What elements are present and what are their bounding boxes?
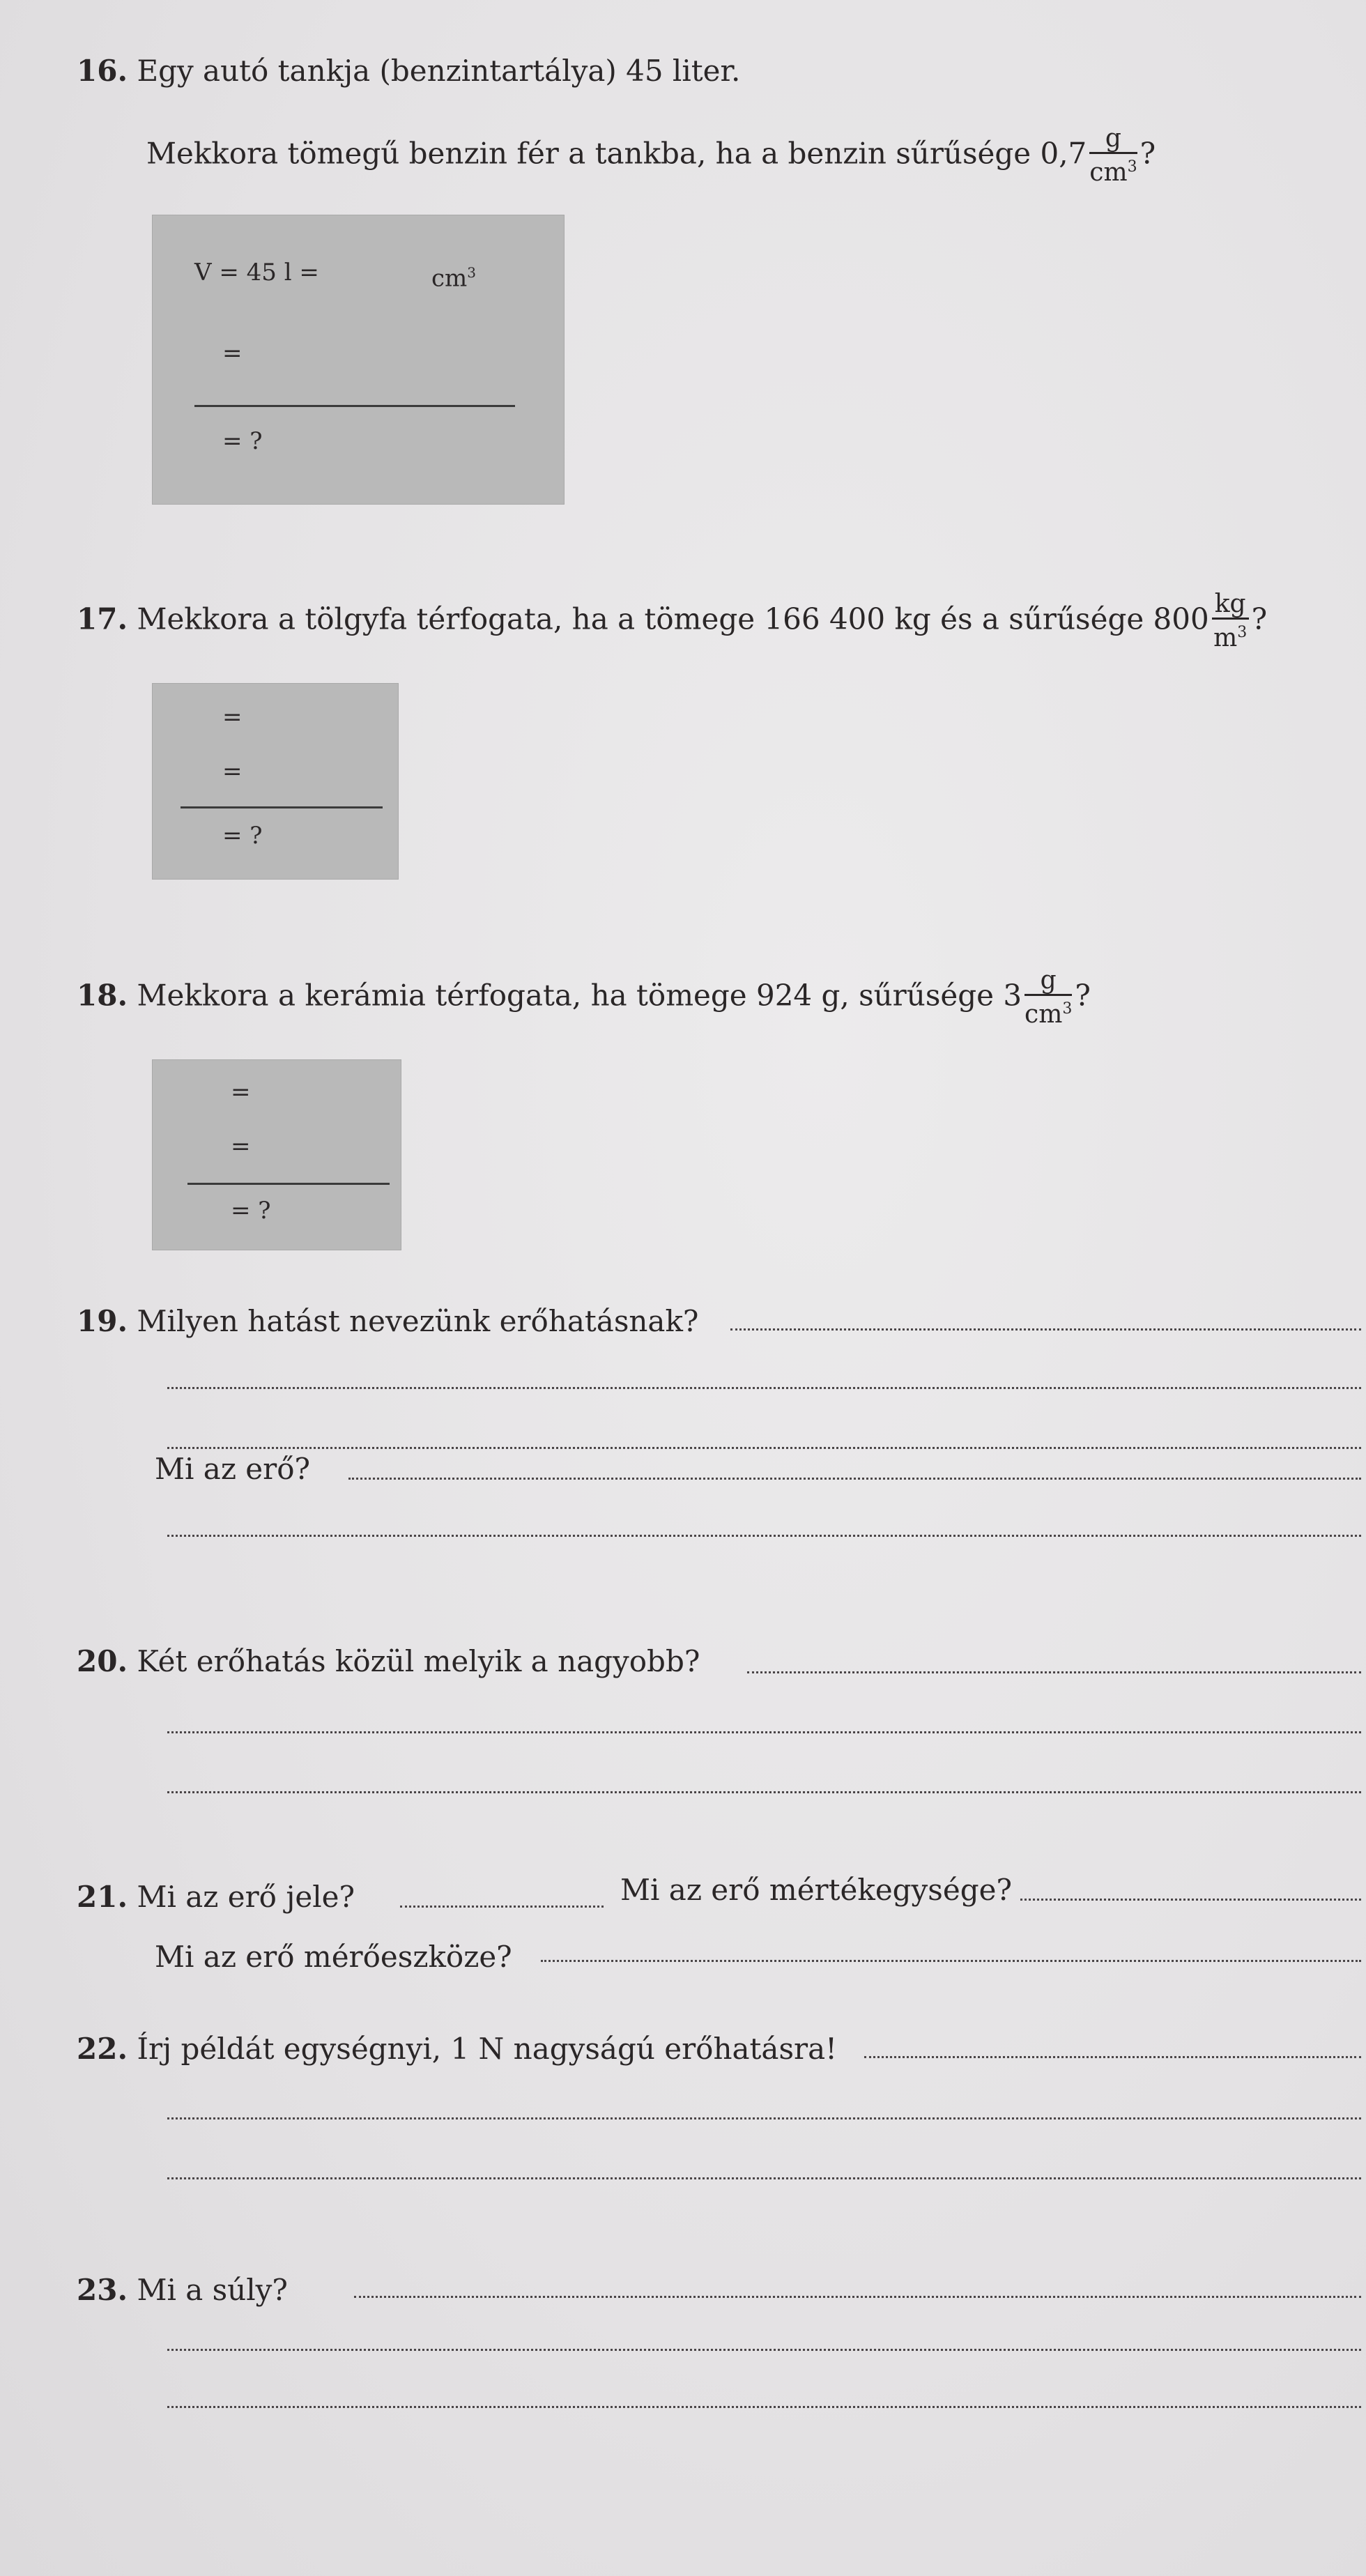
answer-line[interactable] (354, 2296, 1361, 2298)
question-18 (77, 967, 1091, 1028)
answer-line[interactable] (1020, 1899, 1361, 1901)
fraction-denominator: $m^3$ (1213, 624, 1248, 652)
question-16-line2 (146, 125, 1156, 186)
separator-rule (181, 806, 383, 808)
question-number: 20. (77, 1644, 128, 1678)
separator-rule (194, 405, 515, 407)
unknown-volume: = ? (222, 822, 263, 850)
given-density: = (222, 758, 243, 785)
question-16 (77, 54, 740, 88)
question-end: ? (1139, 136, 1156, 171)
given-density: = (222, 339, 243, 367)
answer-line[interactable] (167, 1731, 1361, 1733)
question-number: 19. (77, 1304, 128, 1338)
density-fraction (1089, 125, 1137, 186)
question-19 (77, 1305, 698, 1338)
answer-line[interactable] (167, 1387, 1361, 1389)
density-fraction (1024, 967, 1072, 1028)
given-mass: = (222, 703, 243, 731)
question-end: ? (1075, 978, 1091, 1013)
question-end: ? (1251, 601, 1268, 636)
question-text: Mekkora a kerámia térfogata, ha tömege 924 g, sűrűsége 3 (137, 978, 1022, 1013)
question-number: 16. (77, 54, 128, 88)
question-text: Milyen hatást nevezünk erőhatásnak? (137, 1304, 699, 1338)
question-17 (77, 591, 1267, 652)
fraction-numerator: kg (1212, 591, 1249, 620)
question-number: 21. (77, 1880, 128, 1914)
fraction-numerator: g (1089, 125, 1137, 154)
question-22 (77, 2032, 837, 2066)
answer-line[interactable] (348, 1478, 1361, 1480)
given-mass: = (231, 1078, 251, 1106)
question-21 (77, 1880, 355, 1914)
question-20 (77, 1645, 700, 1678)
answer-box-18[interactable] (152, 1059, 401, 1250)
fraction-numerator: g (1024, 967, 1072, 996)
answer-box-16[interactable] (152, 215, 565, 505)
question-text: Mi az erő jele? (137, 1880, 355, 1914)
volume-unit: $cm^3$ (431, 264, 477, 293)
answer-line[interactable] (400, 1906, 604, 1908)
question-23 (77, 2274, 288, 2307)
fraction-denominator: $cm^3$ (1089, 158, 1137, 187)
question-text: Írj példát egységnyi, 1 N nagyságú erőhatásra! (137, 2032, 838, 2066)
question-21-part2: Mi az erő mértékegysége? (620, 1873, 1012, 1907)
question-21-sub: Mi az erő mérőeszköze? (155, 1940, 512, 1974)
answer-line[interactable] (167, 1791, 1361, 1793)
question-text: Két erőhatás közül melyik a nagyobb? (137, 1644, 700, 1678)
density-fraction (1212, 591, 1249, 652)
answer-line[interactable] (167, 2177, 1361, 2179)
unknown-mass: = ? (222, 427, 263, 455)
unknown-volume: = ? (231, 1197, 271, 1225)
answer-line[interactable] (864, 2056, 1361, 2058)
question-number: 18. (77, 978, 128, 1013)
question-text: Mekkora a tölgyfa térfogata, ha a tömege 166 400 kg és a sűrűsége 800 (137, 601, 1209, 636)
question-19-sub: Mi az erő? (155, 1452, 311, 1486)
answer-line[interactable] (167, 1447, 1361, 1449)
answer-box-17[interactable] (152, 683, 399, 880)
answer-line[interactable] (167, 1535, 1361, 1537)
answer-line[interactable] (730, 1328, 1361, 1331)
given-volume: V = 45 l = (194, 259, 319, 286)
answer-line[interactable] (167, 2349, 1361, 2351)
answer-line[interactable] (747, 1671, 1361, 1673)
question-number: 23. (77, 2273, 128, 2307)
answer-line[interactable] (541, 1960, 1361, 1962)
question-number: 22. (77, 2032, 128, 2066)
answer-line[interactable] (167, 2117, 1361, 2119)
question-text: Mekkora tömegű benzin fér a tankba, ha a benzin sűrűsége 0,7 (146, 136, 1087, 171)
answer-line[interactable] (167, 2406, 1361, 2408)
question-text: Egy autó tankja (benzintartálya) 45 liter. (137, 54, 741, 88)
question-text: Mi a súly? (137, 2273, 288, 2307)
separator-rule (187, 1183, 390, 1185)
fraction-denominator: $cm^3$ (1024, 1000, 1073, 1029)
question-number: 17. (77, 601, 128, 636)
given-density: = (231, 1133, 251, 1160)
